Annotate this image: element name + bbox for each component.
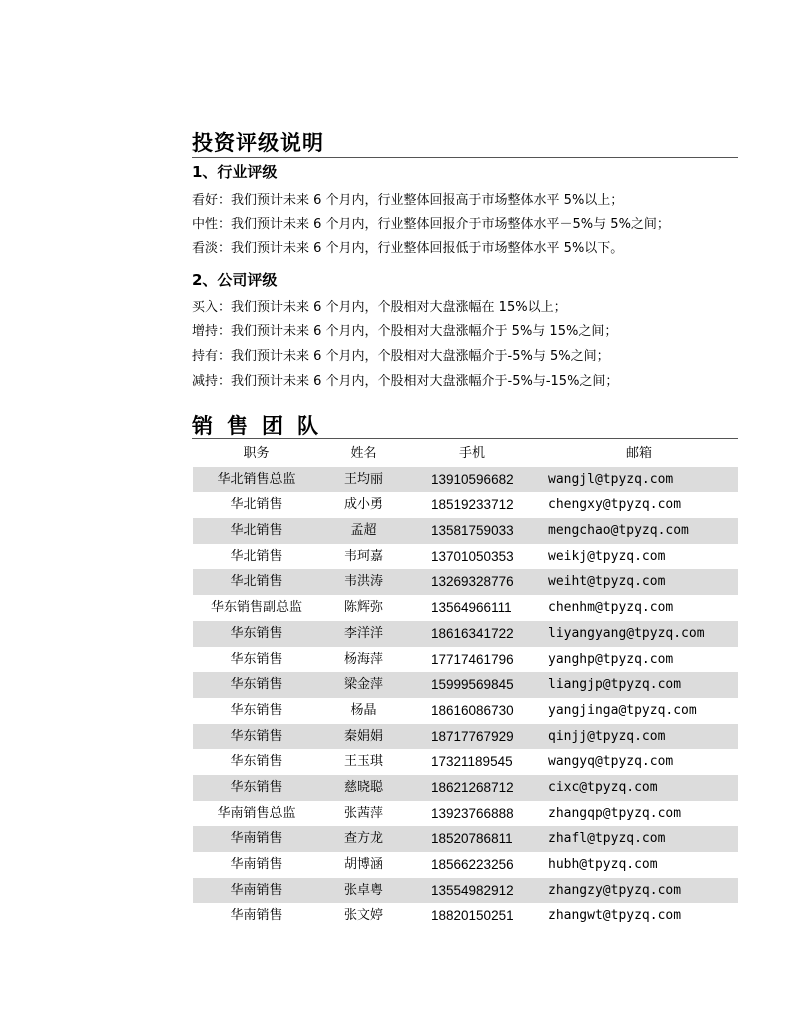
table-row — [193, 544, 738, 570]
cell-phone: 13923766888 — [431, 805, 514, 821]
cell-title: 华南销售 — [230, 857, 283, 872]
cell-name: 张文婷 — [343, 908, 383, 924]
table-header-row — [193, 441, 738, 467]
table-row — [193, 595, 738, 621]
cell-title: 华北销售 — [230, 574, 283, 590]
industry-rating-line: 中性：我们预计未来 6 个月内，行业整体回报介于市场整体水平－5%与 5%之间； — [192, 217, 670, 232]
cell-phone: 18519233712 — [431, 497, 514, 513]
table-row — [193, 698, 738, 724]
cell-email: weiht@tpyzq.com — [548, 574, 666, 590]
table-row — [193, 569, 738, 595]
table-row — [193, 492, 738, 518]
cell-phone: 13910596682 — [431, 471, 514, 487]
cell-name: 胡博涵 — [343, 857, 383, 872]
cell-phone: 13269328776 — [431, 574, 514, 590]
cell-title: 华北销售 — [230, 497, 283, 513]
rating-section-title: 投资评级说明 — [192, 130, 324, 155]
company-rating-line: 持有：我们预计未来 6 个月内，个股相对大盘涨幅介于-5%与 5%之间； — [192, 349, 610, 364]
industry-rating-heading: 1、行业评级 — [192, 163, 278, 181]
company-rating-line: 减持：我们预计未来 6 个月内，个股相对大盘涨幅介于-5%与-15%之间； — [192, 374, 619, 389]
cell-email: liangjp@tpyzq.com — [548, 677, 682, 693]
cell-title: 华北销售总监 — [217, 471, 296, 487]
cell-title: 华东销售 — [230, 625, 283, 641]
cell-email: zhafl@tpyzq.com — [548, 831, 666, 847]
table-row — [193, 724, 738, 750]
cell-phone: 13701050353 — [431, 548, 514, 564]
cell-email: wangjl@tpyzq.com — [548, 471, 674, 487]
table-row — [193, 621, 738, 647]
cell-email: qinjj@tpyzq.com — [548, 728, 666, 744]
cell-name: 王均丽 — [343, 471, 383, 487]
company-rating-line: 买入：我们预计未来 6 个月内，个股相对大盘涨幅在 15%以上； — [192, 300, 567, 315]
cell-title: 华东销售 — [230, 754, 283, 770]
cell-phone: 17717461796 — [431, 651, 514, 667]
industry-rating-line: 看淡：我们预计未来 6 个月内，行业整体回报低于市场整体水平 5%以下。 — [192, 241, 624, 256]
cell-name: 韦洪涛 — [343, 574, 383, 590]
cell-name: 李洋洋 — [343, 625, 383, 641]
cell-phone: 18820150251 — [431, 908, 514, 924]
industry-rating-line: 看好：我们预计未来 6 个月内，行业整体回报高于市场整体水平 5%以上； — [192, 193, 624, 208]
table-row — [193, 467, 738, 493]
sales-team-table — [193, 441, 738, 929]
cell-name: 慈晓聪 — [343, 779, 383, 795]
cell-name: 秦娟娟 — [343, 728, 383, 744]
cell-phone: 15999569845 — [431, 677, 514, 693]
cell-title: 华南销售 — [230, 831, 283, 847]
cell-email: chenhm@tpyzq.com — [548, 600, 674, 616]
cell-name: 韦珂嘉 — [343, 548, 383, 564]
cell-email: weikj@tpyzq.com — [548, 548, 666, 564]
cell-title: 华东销售 — [230, 779, 283, 795]
cell-email: mengchao@tpyzq.com — [548, 523, 689, 539]
cell-name: 梁金萍 — [343, 677, 383, 693]
cell-email: yangjinga@tpyzq.com — [548, 702, 697, 718]
cell-title: 华北销售 — [230, 548, 283, 564]
cell-title: 华南销售总监 — [217, 805, 296, 821]
cell-phone: 18566223256 — [431, 857, 514, 872]
cell-name: 王玉琪 — [343, 754, 383, 770]
cell-name: 杨晶 — [350, 702, 377, 718]
header-phone: 手机 — [459, 446, 486, 461]
cell-title: 华南销售 — [230, 882, 283, 898]
cell-email: zhangzy@tpyzq.com — [548, 882, 682, 898]
cell-email: zhangqp@tpyzq.com — [548, 805, 682, 821]
table-row — [193, 749, 738, 775]
table-row — [193, 801, 738, 827]
cell-email: liyangyang@tpyzq.com — [548, 625, 705, 641]
cell-email: zhangwt@tpyzq.com — [548, 908, 682, 924]
cell-phone: 13581759033 — [431, 523, 514, 539]
cell-email: cixc@tpyzq.com — [548, 779, 658, 795]
cell-title: 华东销售 — [230, 702, 283, 718]
header-title: 职务 — [243, 446, 270, 461]
cell-phone: 18717767929 — [431, 728, 514, 744]
cell-email: hubh@tpyzq.com — [548, 857, 658, 872]
table-row — [193, 775, 738, 801]
cell-name: 张茜萍 — [343, 805, 383, 821]
cell-title: 华东销售 — [230, 677, 283, 693]
table-row — [193, 826, 738, 852]
header-email: 邮箱 — [626, 446, 653, 461]
cell-name: 陈辉弥 — [343, 600, 383, 616]
table-row — [193, 903, 738, 929]
team-divider — [192, 438, 738, 439]
cell-title: 华南销售 — [230, 908, 283, 924]
cell-email: chengxy@tpyzq.com — [548, 497, 682, 513]
cell-name: 成小勇 — [343, 497, 383, 513]
cell-title: 华北销售 — [230, 523, 283, 539]
table-row — [193, 518, 738, 544]
cell-phone: 13554982912 — [431, 882, 514, 898]
company-rating-heading: 2、公司评级 — [192, 271, 278, 289]
cell-name: 张卓粤 — [343, 882, 383, 898]
cell-phone: 13564966111 — [431, 600, 512, 616]
cell-phone: 18621268712 — [431, 779, 514, 795]
table-row — [193, 672, 738, 698]
cell-phone: 18616341722 — [431, 625, 514, 641]
cell-phone: 18616086730 — [431, 702, 514, 718]
cell-name: 孟超 — [350, 523, 377, 539]
cell-title: 华东销售 — [230, 728, 283, 744]
cell-email: yanghp@tpyzq.com — [548, 651, 674, 667]
cell-phone: 18520786811 — [431, 831, 513, 847]
table-row — [193, 878, 738, 904]
cell-title: 华东销售副总监 — [210, 600, 302, 616]
title-divider — [192, 157, 738, 158]
table-row — [193, 647, 738, 673]
sales-team-title: 销售团队 — [192, 413, 332, 438]
cell-name: 查方龙 — [343, 831, 383, 847]
header-name: 姓名 — [350, 446, 377, 461]
cell-phone: 17321189545 — [431, 754, 513, 770]
cell-title: 华东销售 — [230, 651, 283, 667]
cell-email: wangyq@tpyzq.com — [548, 754, 674, 770]
company-rating-line: 增持：我们预计未来 6 个月内，个股相对大盘涨幅介于 5%与 15%之间； — [192, 324, 618, 339]
cell-name: 杨海萍 — [343, 651, 383, 667]
table-row — [193, 852, 738, 878]
